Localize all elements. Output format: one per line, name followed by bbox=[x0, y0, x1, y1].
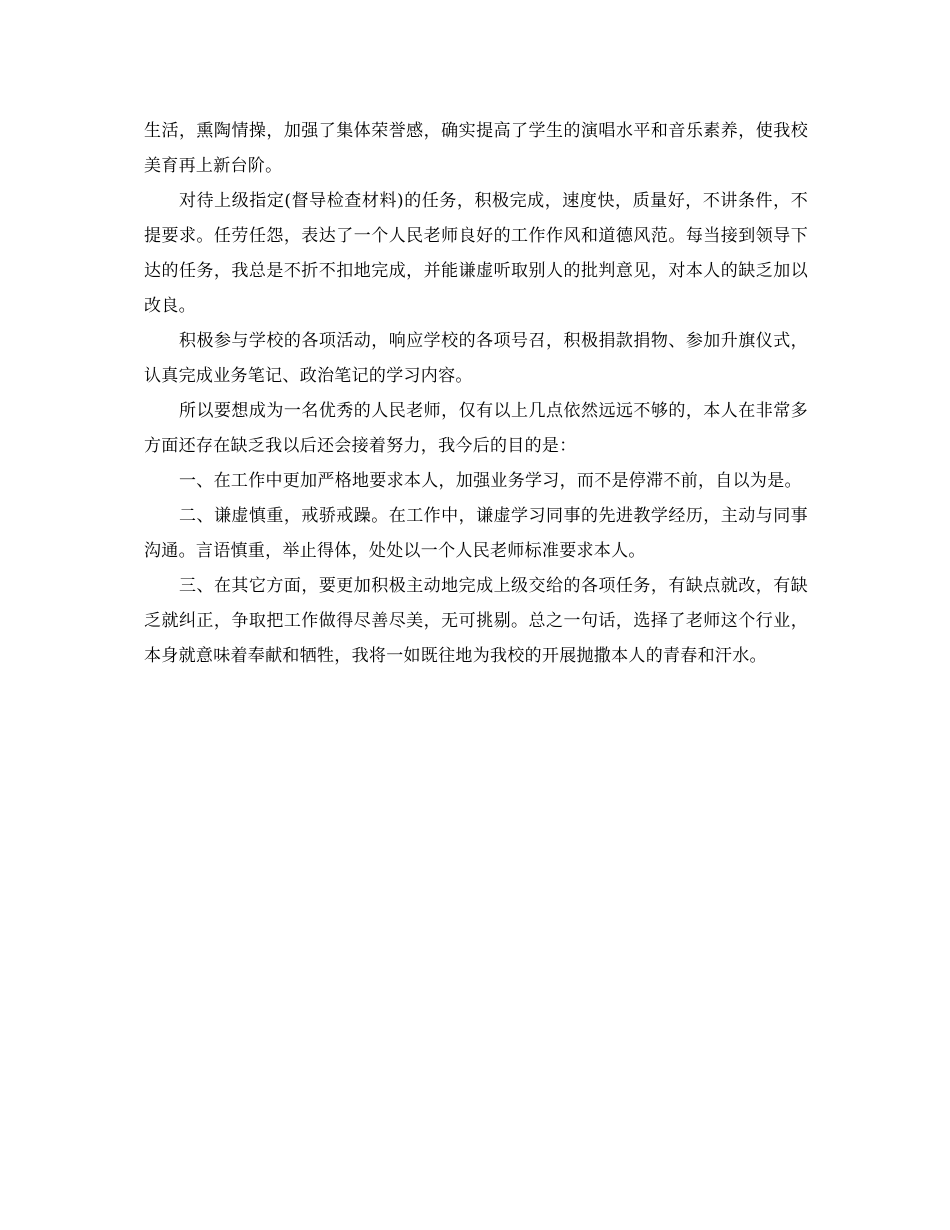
paragraph-5: 一、在工作中更加严格地要求本人，加强业务学习，而不是停滞不前，自以为是。 bbox=[179, 471, 802, 491]
paragraph-3: 积极参与学校的各项活动，响应学校的各项号召，积极捐款捐物、参加升旗仪式，认真完成业务笔记、政治笔记的学习内容。 bbox=[144, 331, 808, 386]
paragraph-6: 二、谦虚慎重，戒骄戒躁。在工作中，谦虚学习同事的先进教学经历，主动与同事沟通。言语慎重，举止得体，处处以一个人民老师标准要求本人。 bbox=[144, 506, 808, 561]
document-body bbox=[144, 114, 808, 674]
paragraph-4: 所以要想成为一名优秀的人民老师，仅有以上几点依然远远不够的，本人在非常多方面还存在缺乏我以后还会接着努力，我今后的目的是： bbox=[144, 401, 808, 456]
paragraph-7: 三、在其它方面，要更加积极主动地完成上级交给的各项任务，有缺点就改，有缺乏就纠正，争取把工作做得尽善尽美，无可挑剔。总之一句话，选择了老师这个行业，本身就意味着奉献和牺牲，我将一如既往地为我校的开展抛撒本人的青春和汗水。 bbox=[144, 576, 808, 666]
paragraph-1: 生活，熏陶情操，加强了集体荣誉感，确实提高了学生的演唱水平和音乐素养，使我校美育再上新台阶。 bbox=[144, 121, 808, 176]
paragraph-2: 对待上级指定(督导检查材料)的任务，积极完成，速度快，质量好，不讲条件，不提要求。任劳任怨，表达了一个人民老师良好的工作作风和道德风范。每当接到领导下达的任务，我总是不折不扣地完成，并能谦虚听取别人的批判意见，对本人的缺乏加以改良。 bbox=[144, 191, 808, 316]
